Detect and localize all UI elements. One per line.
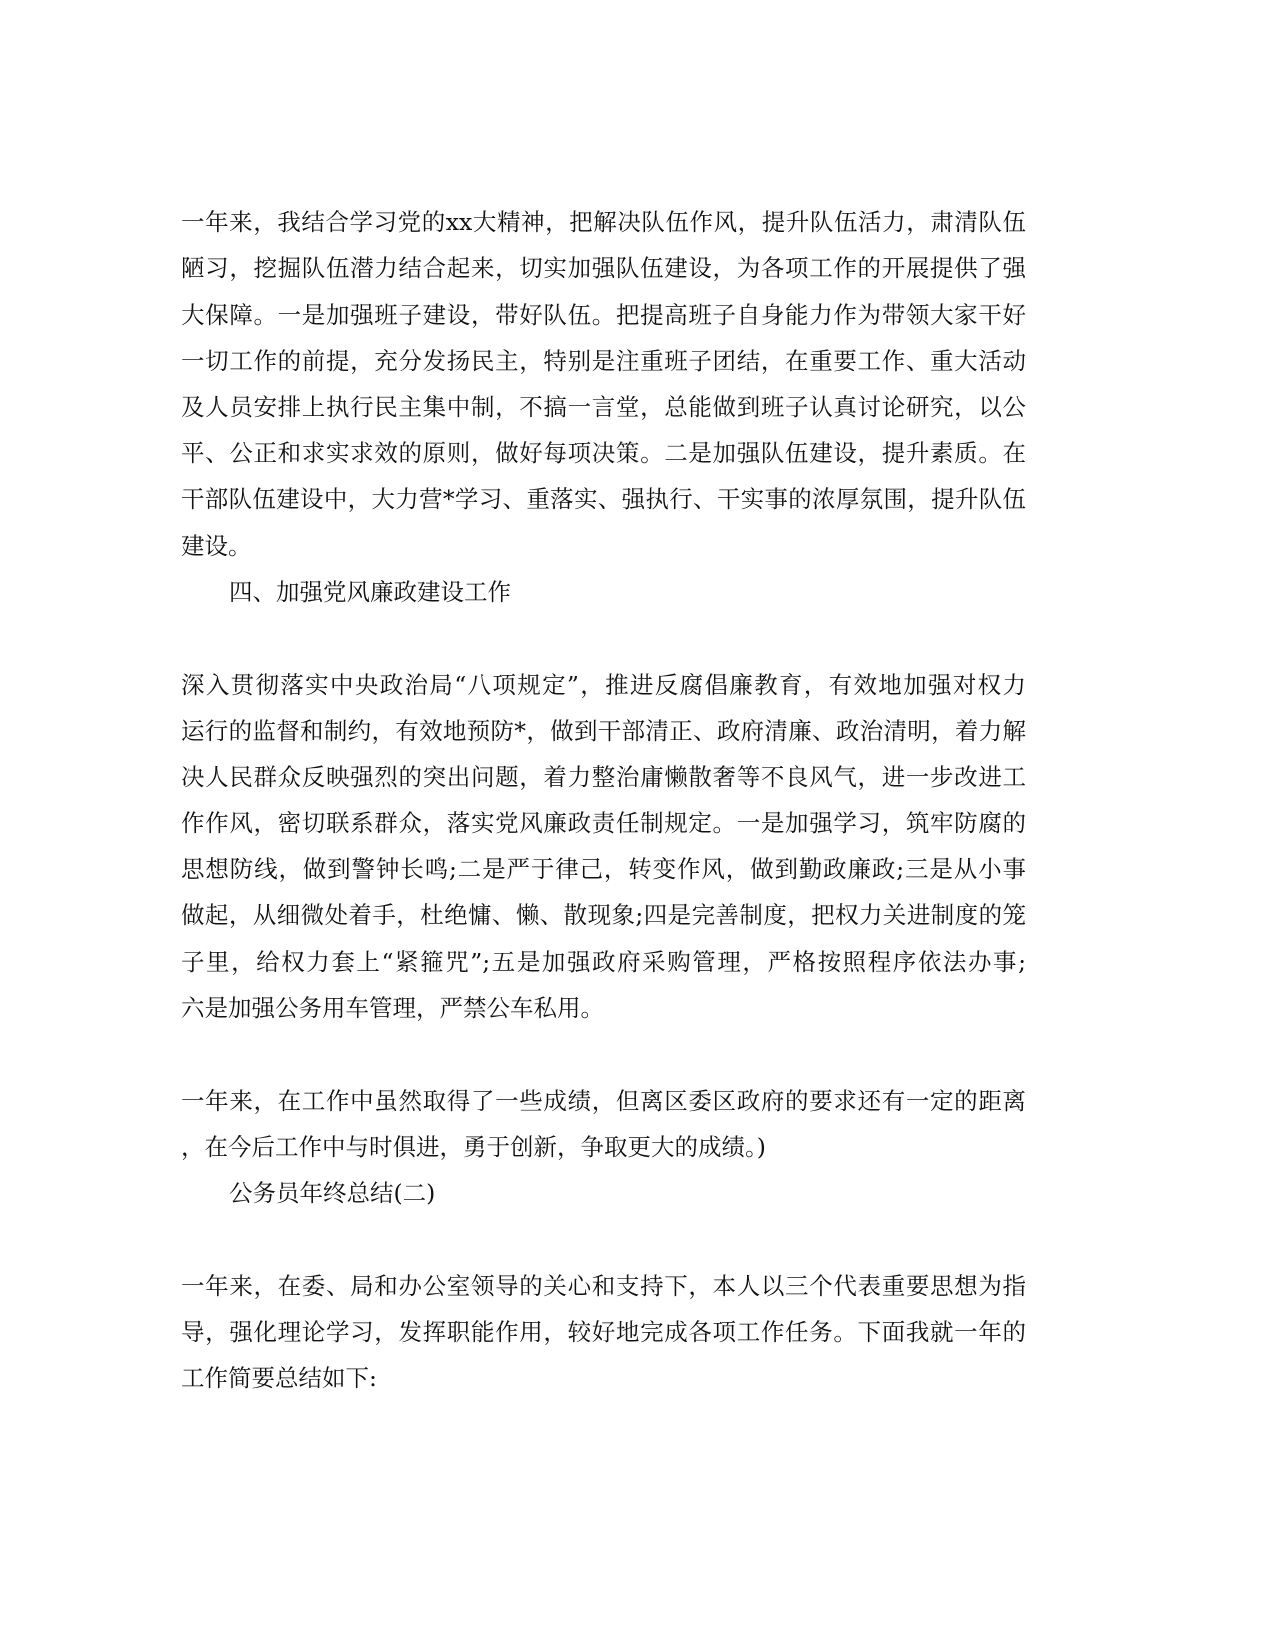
text-line: 思想防线，做到警钟长鸣;二是严于律己，转变作风，做到勤政廉政;三是从小事: [181, 855, 1026, 883]
text-line: 建设。: [181, 532, 252, 560]
text-line: 一年来，在工作中虽然取得了一些成绩，但离区委区政府的要求还有一定的距离: [181, 1087, 1026, 1115]
text-line: 及人员安排上执行民主集中制，不搞一言堂，总能做到班子认真讨论研究，以公: [181, 393, 1026, 421]
text-line: 一年来，在委、局和办公室领导的关心和支持下，本人以三个代表重要思想为指: [181, 1272, 1026, 1300]
text-line: 导，强化理论学习，发挥职能作用，较好地完成各项工作任务。下面我就一年的: [181, 1318, 1026, 1346]
text-line: ，在今后工作中与时俱进，勇于创新，争取更大的成绩。): [181, 1133, 766, 1161]
text-line: 平、公正和求实求效的原则，做好每项决策。二是加强队伍建设，提升素质。在: [181, 439, 1026, 467]
text-line: 一年来，我结合学习党的xx大精神，把解决队伍作风，提升队伍活力，肃清队伍: [181, 208, 1026, 236]
text-line: 决人民群众反映强烈的突出问题，着力整治庸懒散奢等不良风气，进一步改进工: [181, 763, 1026, 791]
text-line: 运行的监督和制约，有效地预防*，做到干部清正、政府清廉、政治清明，着力解: [181, 717, 1026, 745]
text-line: 深入贯彻落实中央政治局“八项规定”，推进反腐倡廉教育，有效地加强对权力: [181, 671, 1026, 699]
text-line: 作作风，密切联系群众，落实党风廉政责任制规定。一是加强学习，筑牢防腐的: [181, 809, 1026, 837]
text-line: 陋习，挖掘队伍潜力结合起来，切实加强队伍建设，为各项工作的开展提供了强: [181, 254, 1026, 282]
section-heading: 公务员年终总结(二): [229, 1179, 436, 1207]
text-line: 一切工作的前提，充分发扬民主，特别是注重班子团结，在重要工作、重大活动: [181, 347, 1026, 375]
text-line: 做起，从细微处着手，杜绝慵、懒、散现象;四是完善制度，把权力关进制度的笼: [181, 901, 1026, 929]
text-line: 六是加强公务用车管理，严禁公车私用。: [181, 994, 604, 1022]
text-line: 大保障。一是加强班子建设，带好队伍。把提高班子自身能力作为带领大家干好: [181, 301, 1026, 329]
text-line: 干部队伍建设中，大力营*学习、重落实、强执行、干实事的浓厚氛围，提升队伍: [181, 485, 1026, 513]
text-line: 子里，给权力套上“紧箍咒”;五是加强政府采购管理，严格按照程序依法办事;: [181, 948, 1026, 976]
text-line: 工作简要总结如下:: [181, 1364, 377, 1392]
section-heading: 四、加强党风廉政建设工作: [229, 578, 511, 606]
